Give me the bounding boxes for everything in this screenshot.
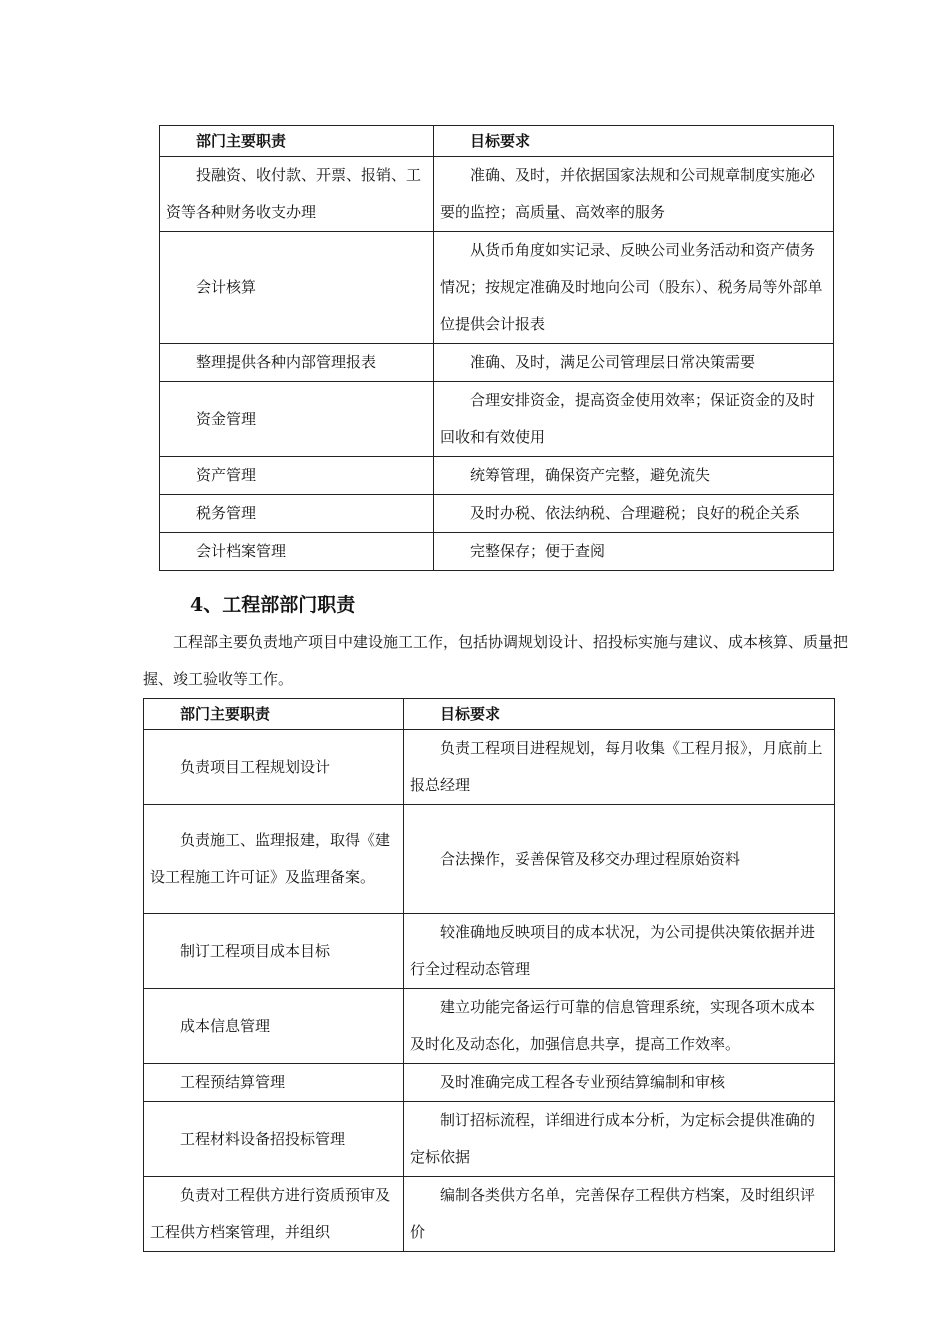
goal-cell: 负责工程项目进程规划，每月收集《工程月报》，月底前上报总经理 — [404, 730, 835, 805]
goal-cell: 合法操作，妥善保管及移交办理过程原始资料 — [404, 805, 835, 914]
table-row — [144, 914, 835, 989]
table-row — [160, 157, 834, 232]
table-header-row — [160, 126, 834, 157]
goal-cell: 建立功能完备运行可靠的信息管理系统，实现各项木成本及时化及动态化，加强信息共享，提高工作效率。 — [404, 989, 835, 1064]
duty-cell: 资产管理 — [160, 457, 434, 495]
finance-duty-table — [159, 125, 834, 571]
duty-cell: 投融资、收付款、开票、报销、工资等各种财务收支办理 — [160, 157, 434, 232]
table-row — [160, 533, 834, 571]
section-title: 4、工程部部门职责 — [190, 594, 356, 616]
goal-cell: 准确、及时，满足公司管理层日常决策需要 — [434, 344, 834, 382]
duty-cell: 负责对工程供方进行资质预审及工程供方档案管理，并组织 — [144, 1177, 404, 1252]
engineering-duty-table — [143, 698, 835, 1252]
section-intro: 工程部主要负责地产项目中建设施工工作，包括协调规划设计、招投标实施与建议、成本核算、质量把握、竣工验收等工作。 — [143, 633, 849, 688]
table-row — [144, 805, 835, 914]
header-duty: 部门主要职责 — [144, 699, 404, 730]
goal-cell: 统筹管理，确保资产完整，避免流失 — [434, 457, 834, 495]
header-goal: 目标要求 — [434, 126, 834, 157]
duty-cell: 会计档案管理 — [160, 533, 434, 571]
goal-cell: 较准确地反映项目的成本状况，为公司提供决策依据并进行全过程动态管理 — [404, 914, 835, 989]
table-row — [144, 1064, 835, 1102]
goal-cell: 准确、及时，并依据国家法规和公司规章制度实施必要的监控；高质量、高效率的服务 — [434, 157, 834, 232]
table-row — [160, 457, 834, 495]
goal-cell: 及时办税、依法纳税、合理避税；良好的税企关系 — [434, 495, 834, 533]
table-row — [144, 989, 835, 1064]
table-row — [160, 495, 834, 533]
duty-cell: 制订工程项目成本目标 — [144, 914, 404, 989]
table-row — [144, 1102, 835, 1177]
duty-cell: 会计核算 — [160, 232, 434, 344]
header-duty: 部门主要职责 — [160, 126, 434, 157]
duty-cell: 整理提供各种内部管理报表 — [160, 344, 434, 382]
duty-cell: 成本信息管理 — [144, 989, 404, 1064]
table-row — [160, 382, 834, 457]
goal-cell: 制订招标流程，详细进行成本分析，为定标会提供准确的定标依据 — [404, 1102, 835, 1177]
goal-cell: 及时准确完成工程各专业预结算编制和审核 — [404, 1064, 835, 1102]
duty-cell: 工程材料设备招投标管理 — [144, 1102, 404, 1177]
header-goal: 目标要求 — [404, 699, 835, 730]
table-row — [144, 1177, 835, 1252]
table-row — [160, 344, 834, 382]
duty-cell: 工程预结算管理 — [144, 1064, 404, 1102]
table-row — [144, 730, 835, 805]
goal-cell: 从货币角度如实记录、反映公司业务活动和资产债务情况；按规定准确及时地向公司（股东）、税务局等外部单位提供会计报表 — [434, 232, 834, 344]
duty-cell: 负责施工、监理报建，取得《建设工程施工许可证》及监理备案。 — [144, 805, 404, 914]
goal-cell: 完整保存；便于查阅 — [434, 533, 834, 571]
duty-cell: 资金管理 — [160, 382, 434, 457]
goal-cell: 合理安排资金，提高资金使用效率；保证资金的及时回收和有效使用 — [434, 382, 834, 457]
duty-cell: 负责项目工程规划设计 — [144, 730, 404, 805]
goal-cell: 编制各类供方名单，完善保存工程供方档案，及时组织评价 — [404, 1177, 835, 1252]
duty-cell: 税务管理 — [160, 495, 434, 533]
table-header-row — [144, 699, 835, 730]
table-row — [160, 232, 834, 344]
